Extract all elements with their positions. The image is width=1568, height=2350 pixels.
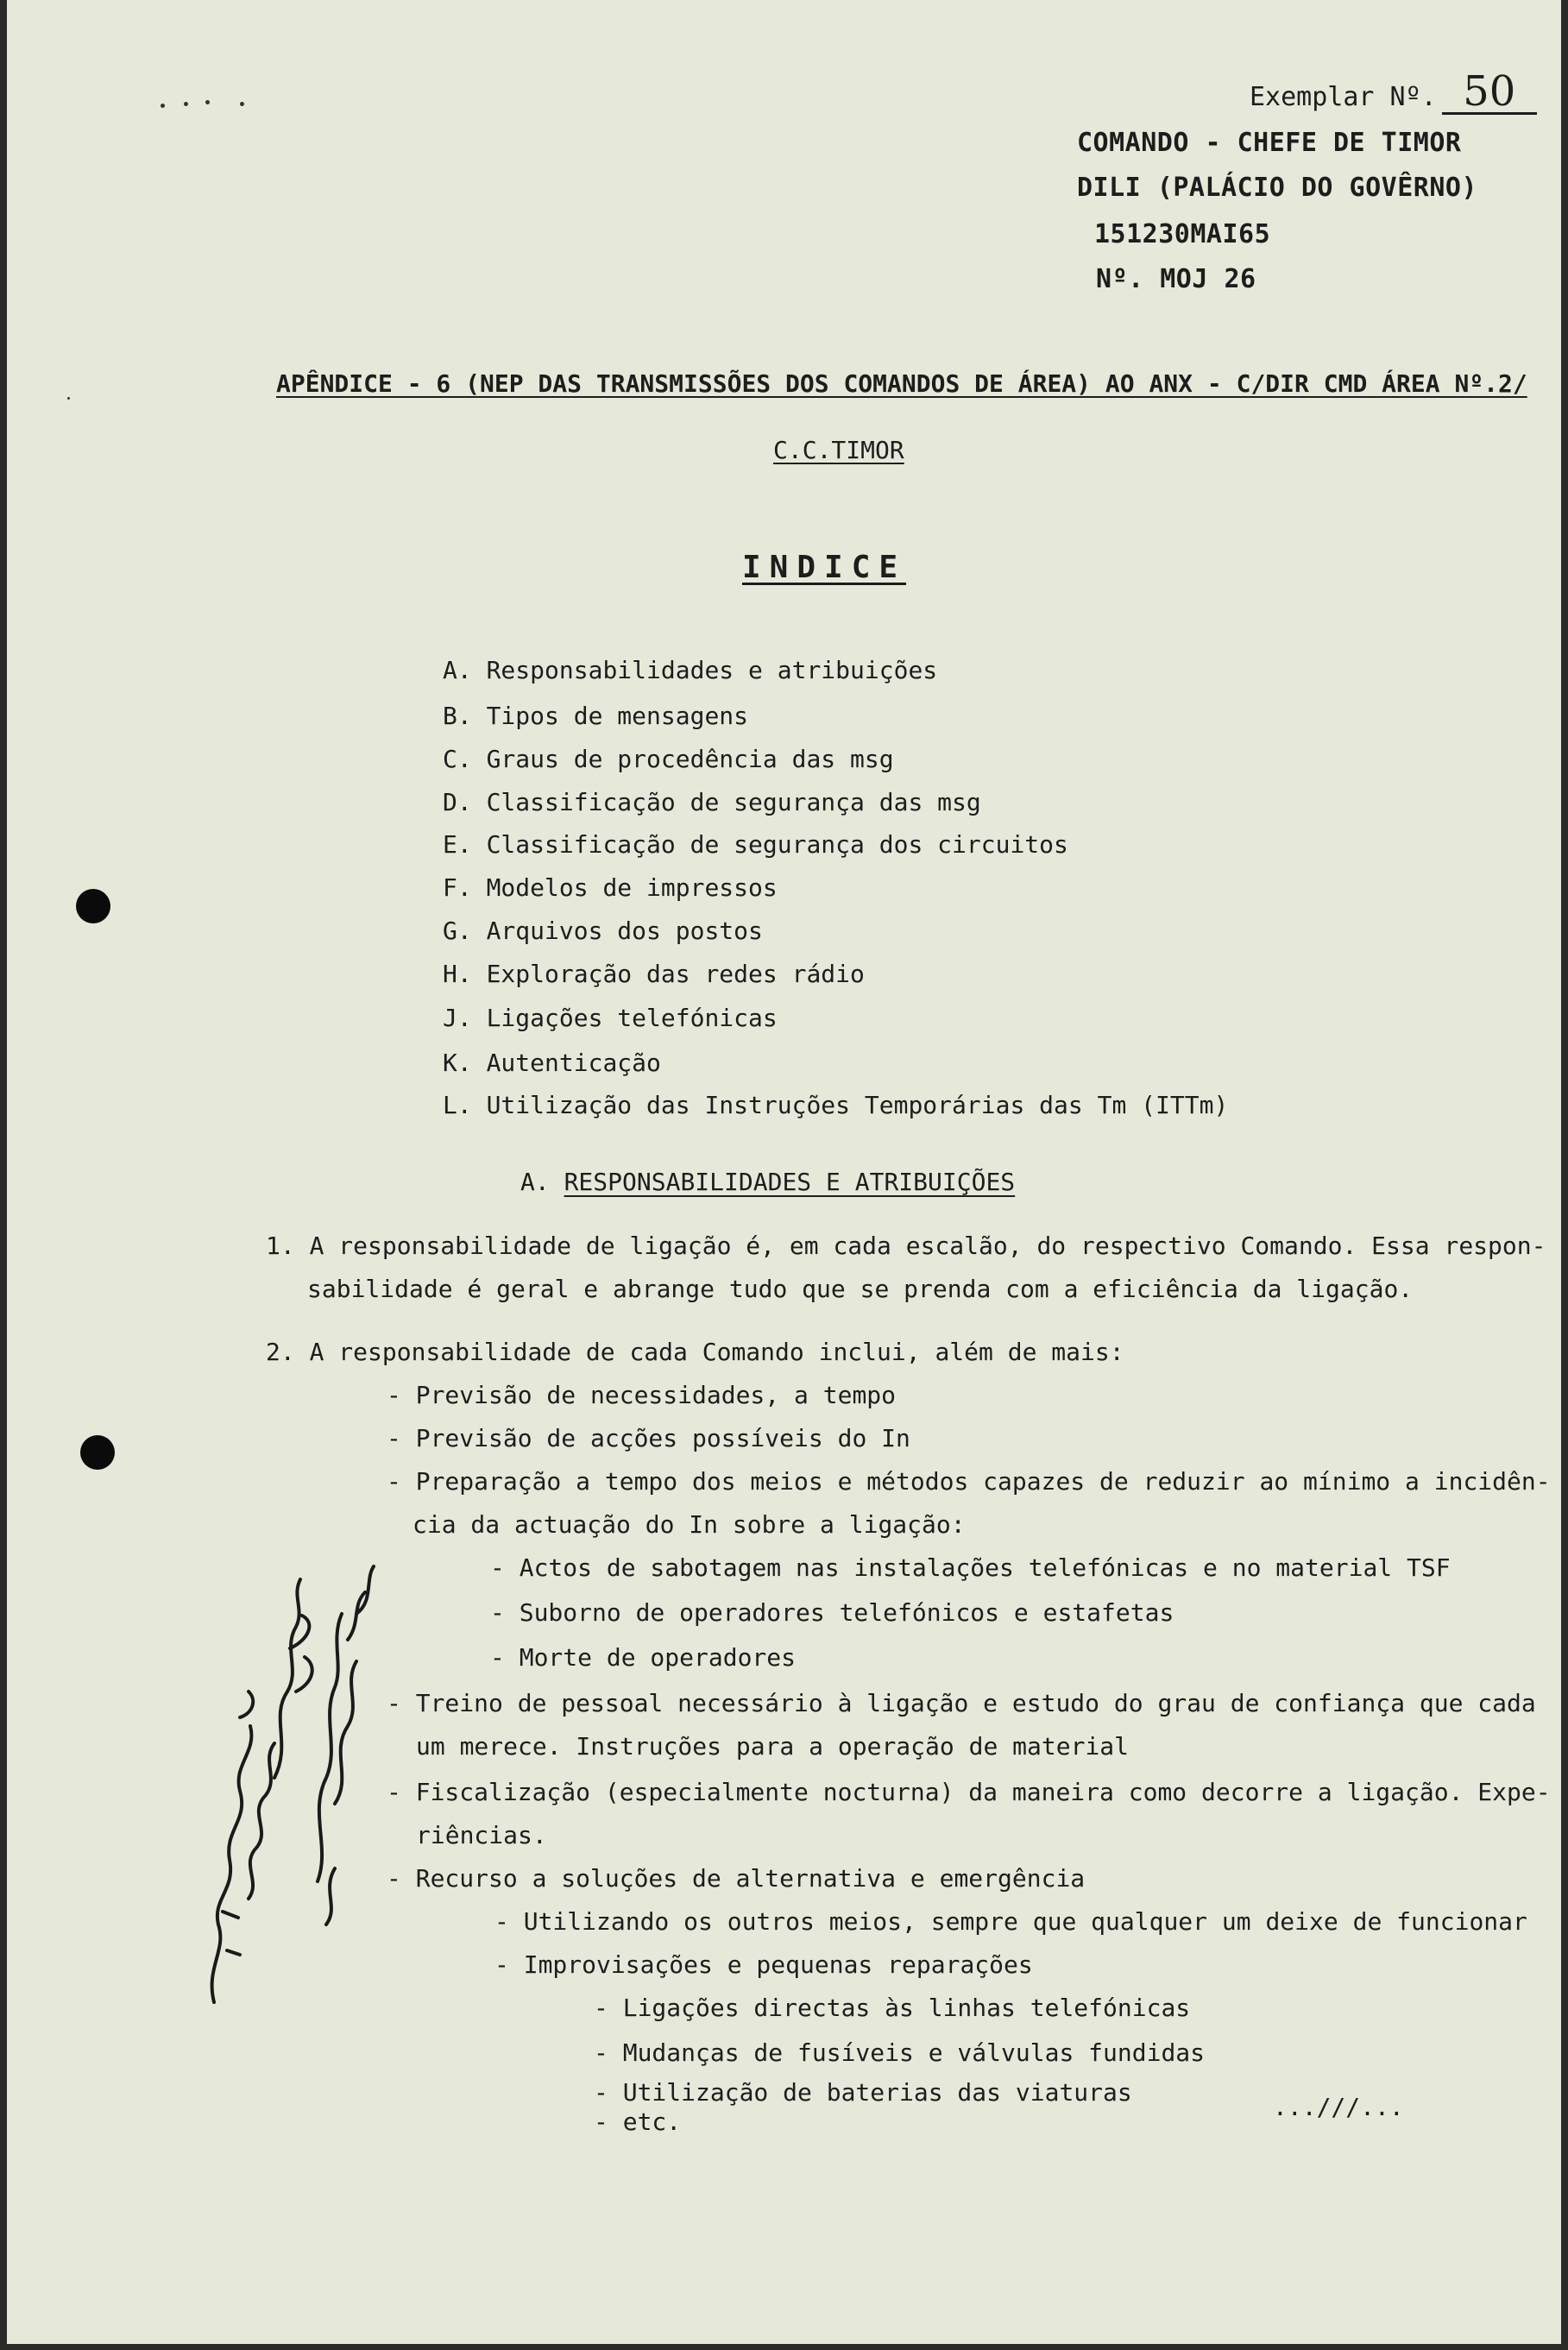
continuation-mark: ...///...: [1273, 2093, 1404, 2121]
list-subitem: - Improvisações e pequenas reparações: [494, 1950, 1033, 1979]
paragraph-2-line-1: 2. A responsabilidade de cada Comando inclui, além de mais:: [266, 1338, 1124, 1366]
header-command: COMANDO - CHEFE DE TIMOR: [1077, 128, 1462, 158]
list-item: - Preparação a tempo dos meios e métodos capazes de reduzir ao mínimo a incidên-: [387, 1467, 1551, 1496]
handwritten-signature: [188, 1519, 387, 2019]
index-item: C. Graus de procedência das msg: [443, 745, 894, 773]
paragraph-1-line-1: 1. A responsabilidade de ligação é, em cada escalão, do respectivo Comando. Essa respon-: [266, 1232, 1546, 1260]
section-a-prefix: A.: [520, 1168, 550, 1196]
index-item: H. Exploração das redes rádio: [443, 960, 865, 988]
exemplar-label: Exemplar Nº.: [1250, 82, 1437, 112]
list-subsubitem: - Mudanças de fusíveis e válvulas fundidas: [594, 2038, 1206, 2067]
index-item: L. Utilização das Instruções Temporárias das Tm (ITTm): [443, 1091, 1229, 1119]
list-subsubitem: - etc.: [594, 2107, 682, 2136]
index-item: F. Modelos de impressos: [443, 873, 778, 902]
list-item-continuation: um merece. Instruções para a operação de material: [416, 1732, 1130, 1761]
index-item: E. Classificação de segurança dos circuitos: [443, 830, 1068, 859]
paper-speck: [67, 397, 70, 400]
paper-speck: [205, 100, 210, 104]
section-a-heading: RESPONSABILIDADES E ATRIBUIÇÕES: [564, 1168, 1016, 1196]
list-item: - Treino de pessoal necessário à ligação e estudo do grau de confiança que cada: [387, 1689, 1536, 1717]
exemplar-line: [1250, 67, 1537, 116]
index-item: K. Autenticação: [443, 1049, 661, 1077]
section-a-heading-line: [520, 1168, 1015, 1196]
punch-hole-upper: [76, 889, 110, 923]
paper-speck: [161, 104, 165, 108]
list-subsubitem: - Ligações directas às linhas telefónicas: [594, 1994, 1191, 2022]
list-item-continuation: riências.: [416, 1821, 547, 1849]
header-location: DILI (PALÁCIO DO GOVÊRNO): [1077, 173, 1478, 203]
list-subitem: - Utilizando os outros meios, sempre que qualquer um deixe de funcionar: [494, 1907, 1527, 1936]
paper-speck: [184, 102, 188, 106]
header-date-time-group: 151230MAI65: [1094, 219, 1271, 249]
list-subitem: - Suborno de operadores telefónicos e estafetas: [490, 1598, 1174, 1627]
index-item: J. Ligações telefónicas: [443, 1004, 778, 1032]
index-item: G. Arquivos dos postos: [443, 917, 763, 945]
header-reference-number: Nº. MOJ 26: [1096, 264, 1256, 294]
index-item: D. Classificação de segurança das msg: [443, 788, 981, 816]
index-item: A. Responsabilidades e atribuições: [443, 656, 938, 684]
paper-speck: [240, 102, 244, 106]
document-title: APÊNDICE - 6 (NEP DAS TRANSMISSÕES DOS COMANDOS DE ÁREA) AO ANX - C/DIR CMD ÁREA Nº.2/: [276, 369, 1527, 398]
document-subtitle: C.C.TIMOR: [773, 436, 904, 464]
list-subsubitem: - Utilização de baterias das viaturas: [594, 2078, 1132, 2107]
list-item: - Recurso a soluções de alternativa e emergência: [387, 1864, 1086, 1893]
list-subitem: - Morte de operadores: [490, 1643, 797, 1672]
document-page: [7, 0, 1561, 2344]
list-subitem: - Actos de sabotagem nas instalações telefónicas e no material TSF: [490, 1553, 1451, 1582]
exemplar-number: 50: [1442, 71, 1537, 115]
list-item: - Previsão de necessidades, a tempo: [387, 1381, 897, 1409]
list-item: - Fiscalização (especialmente nocturna) da maneira como decorre a ligação. Expe-: [387, 1778, 1551, 1806]
list-item: - Previsão de acções possíveis do In: [387, 1424, 910, 1452]
index-item: B. Tipos de mensagens: [443, 702, 749, 730]
paragraph-1-line-2: sabilidade é geral e abrange tudo que se prenda com a eficiência da ligação.: [307, 1275, 1414, 1303]
punch-hole-lower: [80, 1435, 115, 1470]
list-item-continuation: cia da actuação do In sobre a ligação:: [412, 1510, 966, 1539]
index-heading: INDICE: [742, 550, 907, 585]
